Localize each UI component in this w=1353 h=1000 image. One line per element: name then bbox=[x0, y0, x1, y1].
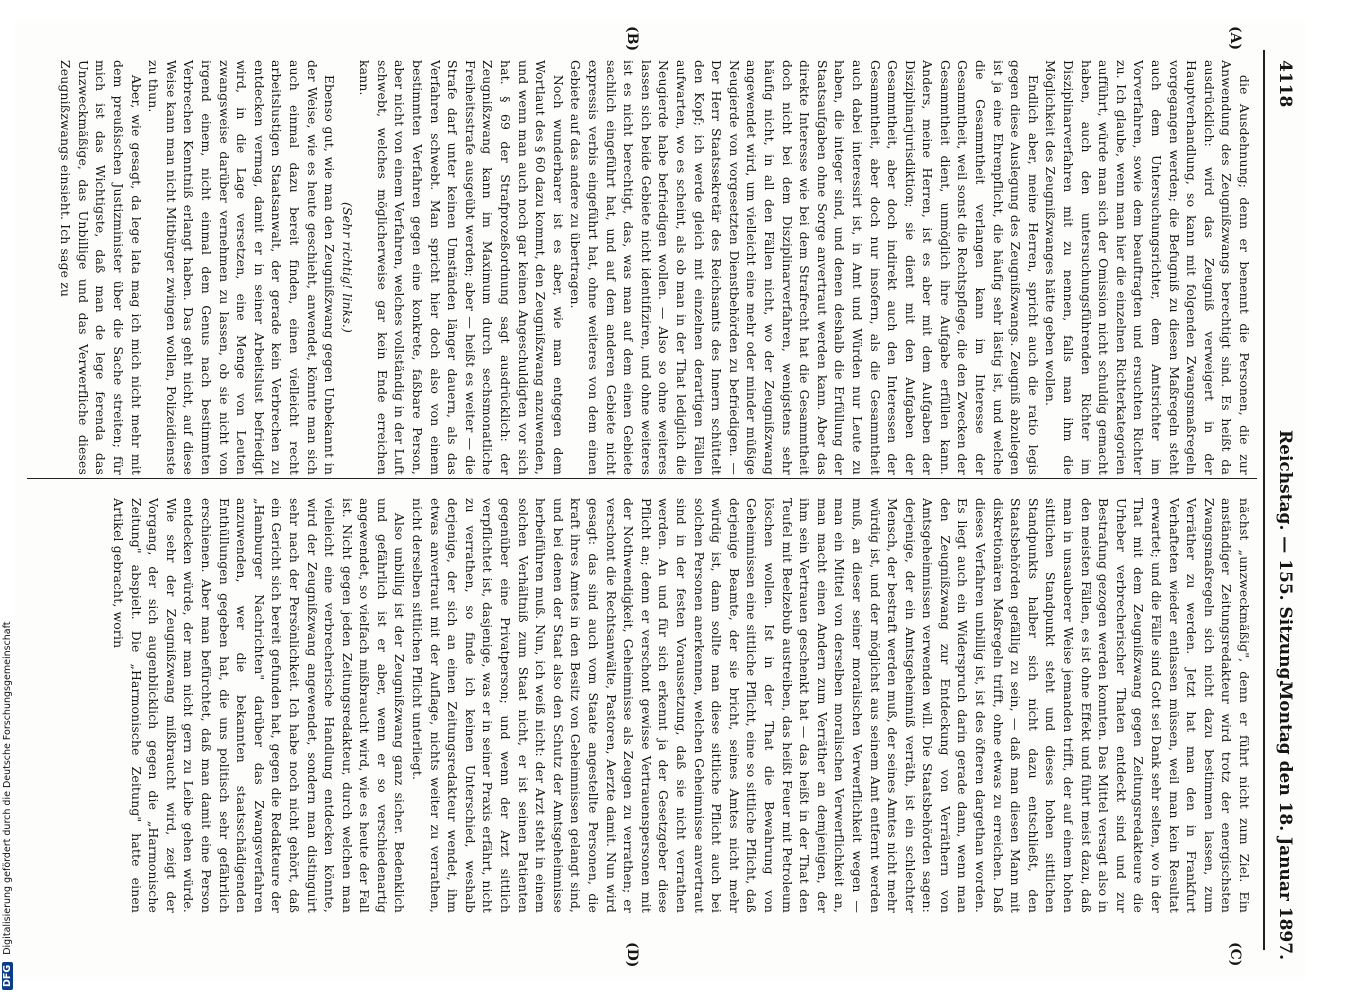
paragraph: Aber, wie gesagt, da lege lata mag ich mich nicht mehr mit dem preußischen Justizminister über die Sache streiten; für mich ist das Wichtigste, daß man de lege ferenda das Unzweckmäßige, das Unbillige und das Verwerfliche dieses Zeugnißzwangs einsieht. Ich sage zu bbox=[58, 60, 144, 475]
page-title: Reichstag. — 155. Sitzung. bbox=[1275, 430, 1295, 686]
page-number: 4118 bbox=[1275, 60, 1295, 108]
header-rule bbox=[1263, 50, 1265, 950]
margin-marker-a: (A) bbox=[1227, 26, 1243, 51]
paragraph: Ebenso gut, wie man den Zeugnißzwang gegen Unbekannt in der Weise, wie es heute geschieht, anwendet, könnte man sich auch einmal dazu bereit finden, einen vielleicht recht arbeitslustigen Staatsanwalt, der gerade kein Verbrechen zu entdecken vermag, damit er in seiner Arbeitslust befriedigt wird, in die Lage versetzen, eine Menge von Leuten zwangsweise darüber vernehmen zu lassen, ob sie nicht von irgend einem, nicht einmal dem Genus nach bestimmten Verbrechen Kenntniß erlangt haben. Das geht nicht, auf diese Weise kann man nicht Mitbürger zwingen wollen, Polizeidienste zu thun. bbox=[146, 60, 338, 475]
left-text-column bbox=[33, 60, 1253, 475]
margin-marker-b: (B) bbox=[624, 26, 640, 52]
margin-marker-d: (D) bbox=[624, 942, 640, 968]
dfg-logo: DFG bbox=[2, 962, 13, 990]
column-divider bbox=[27, 478, 1257, 479]
paragraph: Noch wunderbarer ist es aber, wie man entgegen dem Wortlaut des § 60 dazu kommt, den Zeugnißzwang anzuwenden, und wenn man auch noch gar keinen Angeschuldigten vor sich hat. § 69 der Strafprozeßordnung sagt ausdrücklich: der Zeugnißzwang kann im Maximum durch sechsmonatliche Freiheitsstrafe ausgeübt werden; aber — heißt es weiter — die Strafe darf unter keinen Umständen länger dauern, als das Verfahren schwebt. Man spricht hier doch also von einem bestimmten Verfahren gegen eine konkrete, faßbare Person, aber nicht von einem Verfahren, welches vollständig in der Luft schwebt, welches möglicherweise gar kein Ende erreichen kann. bbox=[357, 60, 566, 475]
rotated-newspaper-sheet bbox=[15, 20, 1305, 980]
digitization-footer bbox=[2, 10, 16, 990]
right-text-column bbox=[33, 498, 1253, 913]
interjection: (Sehr richtig! links.) bbox=[339, 202, 355, 333]
paragraph: Also unbillig ist der Zeugnißzwang ganz sicher. Bedenklich und gefährlich ist er aber, wenn er so verschiedenartig angewendet, so vielfach mißbraucht wird, wie es heute der Fall ist. Nicht gegen jeden Zeitungsredakteur, durch welchen man vielleicht eine verbrecherische Handlung entdecken könnte, wird der Zeugnißzwang angewendet, sondern man distinguirt sehr nach der Persönlichkeit. Ich habe noch nicht gehört, daß ein Gericht sich bereit gefunden hat, gegen die Redakteure der „Hamburger Nachrichten" darüber das Zwangsverfahren anzuwenden, wer die bekannten staatsschädigenden Enthüllungen gegeben hat, die uns politisch sehr gefährlich erschienen. Aber man befürchtet, daß man damit eine Person entdecken würde, der man nicht gern zu Leibe gehen würde. Wie sehr der Zeugnißzwang mißbraucht wird, zeigt der Vorgang, der sich augenblicklich gegen die „Harmonische Zeitung" abspielt. Die „Harmonische Zeitung" hatte einen Artikel gebracht, worin bbox=[111, 498, 408, 913]
paragraph: nächst „unzweckmäßig", denn er führt nicht zum Ziel. Ein anständiger Zeitungsredakteur wird trotz der energischsten Zwangsmaßregeln sich nicht dazu bestimmen lassen, zum Verräther zu werden. Jetzt hat man den in Frankfurt Verhafteten wieder entlassen müssen, weil man kein Resultat erwartet; und die Fälle sind Gott sei Dank sehr selten, wo in der That mit dem Zeugnißzwang gegen Zeitungsredakteure die Urheber verbrecherischer Thaten entdeckt sind und zur Bestrafung gezogen werden konnten. Das Mittel versagt also in den meisten Fällen, es ist ohne Effekt und führt meist dazu, daß man in unsauberer Weise jemanden trifft, der auf einem hohen sittlichen Standpunkt steht und dieses hohen sittlichen Standpunkts halber sich nicht dazu entschließt, den Staatsbehörden gefällig zu sein, — daß man diesen Mann mit diskretionären Maßregeln trifft, ohne etwas zu erreichen. Daß dieses Verfahren unbillig ist, ist des öfteren dargethan worden. Es liegt auch ein Widerspruch darin gerade dann, wenn man den Zeugnißzwang zur Entdeckung von Verräthern von Amtsgeheimnissen verwenden will. Die Staatsbehörden sagen: derjenige, der ein Amtsgeheimniß verräth, ist ein schlechter Mensch, der bestraft werden muß, der seines Amtes nicht mehr würdig ist, und der möglichst aus seinem Amt entfernt werden muß, an dieser seiner moralischen Verwerflichkeit wegen — man ein Mittel von derselben moralischen Verwerflichkeit an, man macht einen Andern zum Verräther an demjenigen, der ihm sein Vertrauen geschenkt hat — das heißt in der That den Teufel mit Beelzebub austreiben, das heißt Feuer mit Petroleum löschen wollen. Ist in der That die Bewahrung von Geheimnissen eine sittliche Pflicht, eine so sittliche Pflicht, daß derjenige Beamte, der sie bricht, seines Amtes nicht mehr würdig ist, dann sollte man diese sittliche Pflicht auch bei solchen Personen anerkennen, welchen Geheimnisse anvertraut sind in der festen Voraussetzung, daß sie nicht verrathen werden. An und für sich erkennt ja der Gesetzgeber diese Pflicht an; denn er verschont gewisse Vertrauenspersonen mit der Nothwendigkeit, Geheimnisse als Zeugen zu verrathen; er verschont die Rechtsanwälte, Pastoren, Aerzte damit. Nun wird gesagt: das sind auch vom Staate angestellte Personen, die kraft ihres Amtes in den Besitz von Geheimnissen gelangt sind, und bei denen der Staat also den Schutz der Amtsgeheimnisse herbeiführen muß. Nun, ich weiß nicht: der Arzt steht in einem solchen Verhältniß zum Staat nicht, er ist seinen Patienten gegenüber eine Privatperson; und wenn der Arzt sittlich verpflichtet ist, dasjenige, was er in seiner Praxis erfährt, nicht zu verrathen, so finde ich keinen Unterschied, weshalb derjenige, der sich an einen Zeitungsredakteur wendet, ihm etwas anvertraut mit der Auflage, nichts weiter zu verrathen, nicht derselben sittlichen Pflicht unterliegt. bbox=[410, 498, 1252, 913]
footer-credit: Digitalisierung gefördert durch die Deutsche Forschungsgemeinschaft bbox=[2, 621, 13, 955]
session-date: Montag den 18. Januar 1897. bbox=[1275, 681, 1295, 960]
paragraph: die Ausdehnung; denn er benennt die Personen, die zur Anwendung des Zeugnißzwangs berechtigt sind. Es heißt da ausdrücklich: wird das Zeugniß verweigert in der Hauptverhandlung, so kann mit folgenden Zwangsmaßregeln vorgegangen werden; die Befugniß zu diesen Maßregeln steht auch dem Untersuchungsrichter, dem Amtsrichter im Vorverfahren, sowie dem beauftragten und ersuchten Richter zu. Ich glaube, wenn man hier die einzelnen Richterkategorien aufführt, würde man sich der Omission nicht schuldig gemacht haben, auch den untersuchungsführenden Richter im Disziplinarverfahren mit zu nennen, falls man ihm die Möglichkeit des Zeugnißzwanges hätte geben wollen. bbox=[1043, 60, 1252, 475]
margin-marker-c: (C) bbox=[1227, 942, 1243, 967]
page-header bbox=[1269, 20, 1299, 980]
paragraph: Endlich aber, meine Herren, spricht auch die ratio legis gegen diese Auslegung des Zeugnißzwangs. Zeugniß abzulegen ist ja eine Ehrenpflicht, die häufig sehr lästig ist, und welche die Gesammtheit verlangen kann im Interesse der Gesammtheit, weil sonst die Rechtspflege, die den Zwecken der Gesammtheit dient, unmöglich ihre Aufgabe erfüllen kann. Anders, meine Herren, ist es aber mit dem Aufgaben der Disziplinarjurisdiktion; sie dient mit den Aufgaben der Gesammtheit, aber doch indirekt auch den Interessen der Gesammtheit, aber doch nur insofern, als die Gesammtheit auch dabei interessirt ist, in Amt und Würden nur Leute zu haben, die integer sind, und denen deshalb die Erfüllung der Staatsaufgaben ohne Sorge anvertraut werden kann. Aber das direkte Interesse wie bei dem Strafrecht hat die Gesammtheit doch nicht bei dem Disziplinarverfahren, wenigstens sehr häufig nicht, in all den Fällen nicht, wo der Zeugnißzwang angewendet wird, um vielleicht eine mehr oder minder müßige Neugierde von vorgesetzten Dienstbehörden zu befriedigen. — Der Herr Staatssekretär des Reichsamts des Innern schüttelt den Kopf; ich werde gleich mit einzelnen derartigen Fällen aufwarten, wo es scheint, als ob man in der That lediglich die Neugierde habe befriedigen wollen. — Also so ohne weiteres lassen sich beide Gebiete nicht identifiziren, und ohne weiteres ist es nicht berechtigt, das, was man auf dem einen Gebiete sachlich eingeführt hat, und auf dem anderen Gebiete nicht expressis verbis eingeführt hat, ohne weiteres von dem einen Gebiete auf das andere zu übertragen. bbox=[568, 60, 1041, 475]
